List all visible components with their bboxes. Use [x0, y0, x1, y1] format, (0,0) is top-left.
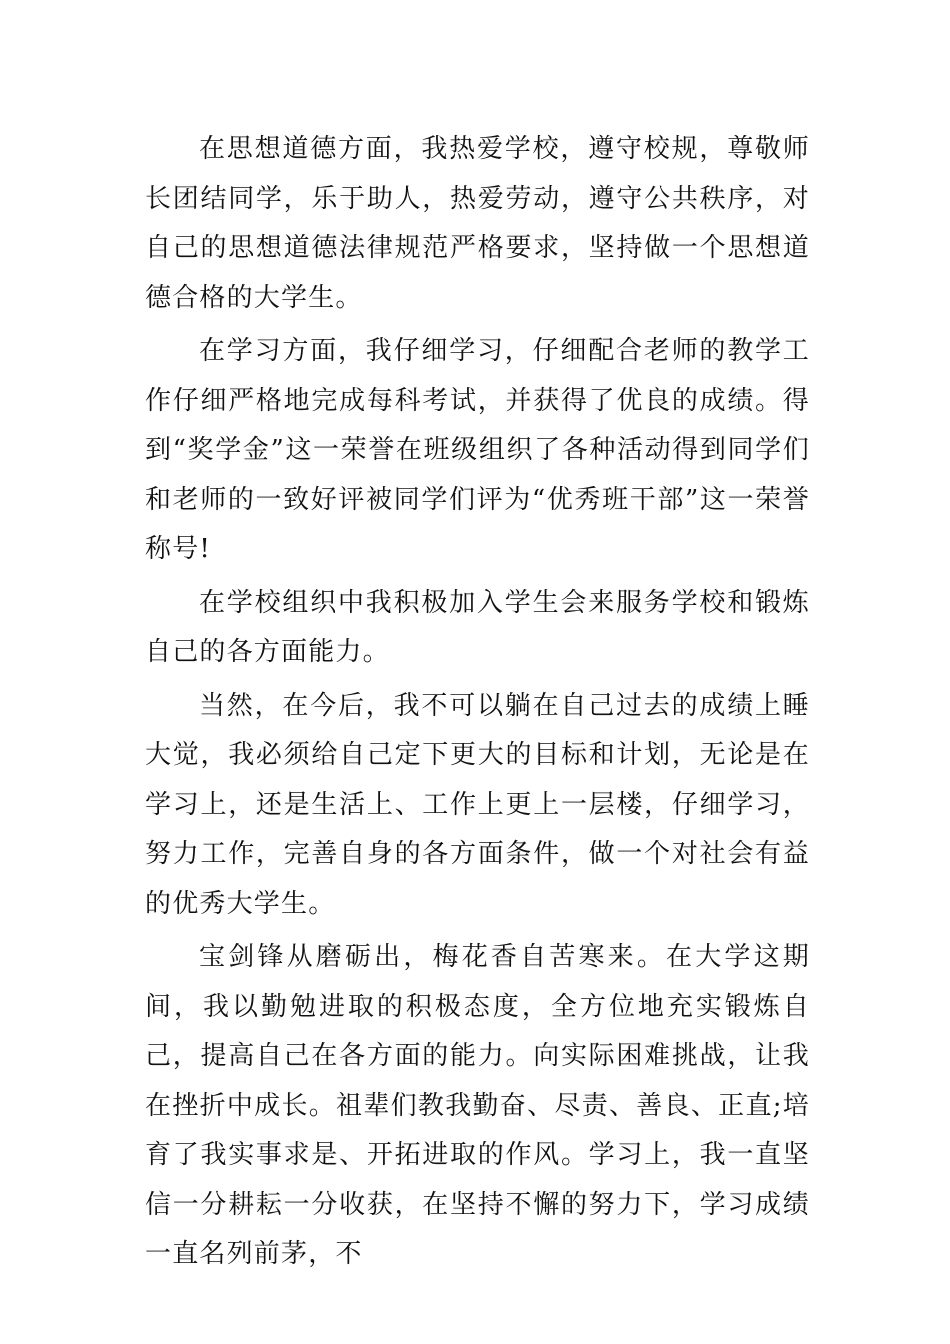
paragraph-future: 当然，在今后，我不可以躺在自己过去的成绩上睡大觉，我必须给自己定下更大的目标和计划，无论是在学习上，还是生活上、工作上更上一层楼，仔细学习，努力工作，完善自身的各方面条件，做一个对社会有益的优秀大学生。	[145, 690, 810, 919]
paragraph-university: 宝剑锋从磨砺出，梅花香自苦寒来。在大学这期间，我以勤勉进取的积极态度，全方位地充实锻炼自己，提高自己在各方面的能力。向实际困难挑战，让我在挫折中成长。祖辈们教我勤奋、尽责、善良、正直;培育了我实事求是、开拓进取的作风。学习上，我一直坚信一分耕耘一分收获，在坚持不懈的努力下，学习成绩一直名列前茅，不	[145, 942, 810, 1269]
paragraph-moral: 在思想道德方面，我热爱学校，遵守校规，尊敬师长团结同学，乐于助人，热爱劳动，遵守公共秩序，对自己的思想道德法律规范严格要求，坚持做一个思想道德合格的大学生。	[145, 134, 810, 313]
document-body	[145, 125, 810, 1284]
paragraph-student-union: 在学校组织中我积极加入学生会来服务学校和锻炼自己的各方面能力。	[145, 587, 810, 667]
paragraph-study: 在学习方面，我仔细学习，仔细配合老师的教学工作仔细严格地完成每科考试，并获得了优良的成绩。得到“奖学金”这一荣誉在班级组织了各种活动得到同学们和老师的一致好评被同学们评为“优秀班干部”这一荣誉称号!	[145, 336, 810, 564]
